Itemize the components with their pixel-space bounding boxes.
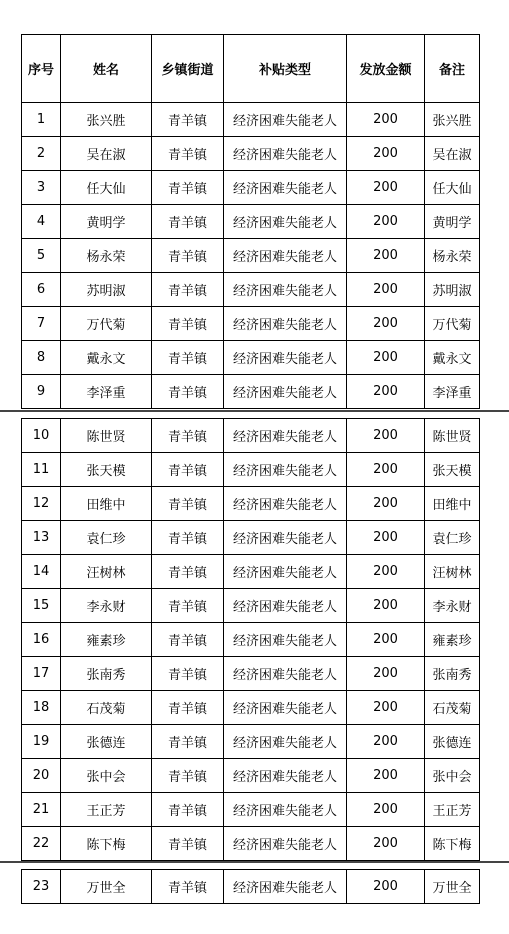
cell-amount: 200 [347,691,425,725]
cell-town: 青羊镇 [152,589,224,623]
cell-name: 任大仙 [61,171,152,205]
cell-amount: 200 [347,759,425,793]
cell-remark: 雍素珍 [425,623,480,657]
cell-amount: 200 [347,827,425,861]
header-name: 姓名 [61,35,152,103]
table-row [22,453,480,487]
table-row [22,103,480,137]
header-town: 乡镇街道 [152,35,224,103]
cell-town: 青羊镇 [152,419,224,453]
cell-remark: 陈下梅 [425,827,480,861]
table-row [22,589,480,623]
cell-name: 李永财 [61,589,152,623]
cell-name: 黄明学 [61,205,152,239]
cell-subsidy-type: 经济困难失能老人 [224,137,347,171]
cell-town: 青羊镇 [152,725,224,759]
cell-seq: 5 [22,239,61,273]
table-row [22,521,480,555]
cell-name: 张德连 [61,725,152,759]
cell-remark: 田维中 [425,487,480,521]
cell-amount: 200 [347,487,425,521]
table-row [22,375,480,409]
table-row [22,793,480,827]
cell-seq: 11 [22,453,61,487]
cell-remark: 万代菊 [425,307,480,341]
cell-amount: 200 [347,725,425,759]
cell-remark: 汪树林 [425,555,480,589]
cell-subsidy-type: 经济困难失能老人 [224,691,347,725]
cell-town: 青羊镇 [152,205,224,239]
cell-town: 青羊镇 [152,623,224,657]
cell-subsidy-type: 经济困难失能老人 [224,589,347,623]
table-row [22,623,480,657]
cell-name: 陈下梅 [61,827,152,861]
cell-seq: 19 [22,725,61,759]
cell-subsidy-type: 经济困难失能老人 [224,103,347,137]
table-row [22,273,480,307]
subsidy-table-part-2 [21,418,480,861]
cell-remark: 陈世贤 [425,419,480,453]
cell-subsidy-type: 经济困难失能老人 [224,657,347,691]
cell-amount: 200 [347,521,425,555]
cell-amount: 200 [347,103,425,137]
cell-subsidy-type: 经济困难失能老人 [224,205,347,239]
cell-town: 青羊镇 [152,171,224,205]
cell-remark: 苏明淑 [425,273,480,307]
cell-remark: 万世全 [425,870,480,904]
table-row [22,307,480,341]
cell-remark: 任大仙 [425,171,480,205]
cell-remark: 杨永荣 [425,239,480,273]
cell-subsidy-type: 经济困难失能老人 [224,623,347,657]
cell-remark: 李永财 [425,589,480,623]
cell-seq: 2 [22,137,61,171]
cell-town: 青羊镇 [152,827,224,861]
subsidy-table-part-1 [21,34,480,409]
cell-amount: 200 [347,137,425,171]
table-body-part-3 [22,870,480,904]
cell-town: 青羊镇 [152,521,224,555]
cell-amount: 200 [347,239,425,273]
cell-name: 袁仁珍 [61,521,152,555]
cell-amount: 200 [347,307,425,341]
cell-subsidy-type: 经济困难失能老人 [224,375,347,409]
header-seq: 序号 [22,35,61,103]
cell-name: 吴在淑 [61,137,152,171]
cell-remark: 王正芳 [425,793,480,827]
table-row [22,691,480,725]
cell-town: 青羊镇 [152,307,224,341]
cell-subsidy-type: 经济困难失能老人 [224,521,347,555]
page-break-line [0,861,509,863]
table-row [22,657,480,691]
cell-name: 张天模 [61,453,152,487]
cell-name: 王正芳 [61,793,152,827]
cell-name: 杨永荣 [61,239,152,273]
table-row [22,725,480,759]
cell-subsidy-type: 经济困难失能老人 [224,725,347,759]
cell-town: 青羊镇 [152,793,224,827]
table-body-part-2 [22,419,480,861]
table-row [22,171,480,205]
table-row [22,555,480,589]
cell-name: 雍素珍 [61,623,152,657]
cell-subsidy-type: 经济困难失能老人 [224,419,347,453]
cell-remark: 张兴胜 [425,103,480,137]
cell-name: 张兴胜 [61,103,152,137]
cell-seq: 21 [22,793,61,827]
cell-amount: 200 [347,171,425,205]
cell-subsidy-type: 经济困难失能老人 [224,307,347,341]
cell-seq: 16 [22,623,61,657]
cell-remark: 张天模 [425,453,480,487]
cell-remark: 张德连 [425,725,480,759]
cell-town: 青羊镇 [152,103,224,137]
cell-name: 万世全 [61,870,152,904]
cell-amount: 200 [347,657,425,691]
cell-name: 田维中 [61,487,152,521]
cell-seq: 15 [22,589,61,623]
cell-seq: 14 [22,555,61,589]
cell-amount: 200 [347,375,425,409]
cell-name: 汪树林 [61,555,152,589]
table-header-row [22,35,480,103]
cell-name: 万代菊 [61,307,152,341]
cell-subsidy-type: 经济困难失能老人 [224,453,347,487]
cell-name: 苏明淑 [61,273,152,307]
cell-remark: 戴永文 [425,341,480,375]
cell-amount: 200 [347,273,425,307]
cell-seq: 18 [22,691,61,725]
cell-name: 石茂菊 [61,691,152,725]
cell-subsidy-type: 经济困难失能老人 [224,793,347,827]
cell-town: 青羊镇 [152,691,224,725]
table-row [22,239,480,273]
cell-remark: 李泽重 [425,375,480,409]
cell-seq: 12 [22,487,61,521]
cell-remark: 张中会 [425,759,480,793]
cell-seq: 3 [22,171,61,205]
table-row [22,341,480,375]
cell-seq: 23 [22,870,61,904]
cell-subsidy-type: 经济困难失能老人 [224,827,347,861]
cell-subsidy-type: 经济困难失能老人 [224,341,347,375]
cell-subsidy-type: 经济困难失能老人 [224,239,347,273]
cell-name: 张中会 [61,759,152,793]
cell-seq: 1 [22,103,61,137]
cell-amount: 200 [347,555,425,589]
cell-amount: 200 [347,589,425,623]
cell-subsidy-type: 经济困难失能老人 [224,273,347,307]
cell-amount: 200 [347,205,425,239]
cell-subsidy-type: 经济困难失能老人 [224,870,347,904]
cell-remark: 袁仁珍 [425,521,480,555]
cell-amount: 200 [347,453,425,487]
cell-town: 青羊镇 [152,759,224,793]
cell-subsidy-type: 经济困难失能老人 [224,759,347,793]
cell-seq: 13 [22,521,61,555]
cell-amount: 200 [347,623,425,657]
cell-remark: 张南秀 [425,657,480,691]
cell-town: 青羊镇 [152,870,224,904]
cell-town: 青羊镇 [152,137,224,171]
page-break-line [0,410,509,412]
cell-subsidy-type: 经济困难失能老人 [224,487,347,521]
header-remark: 备注 [425,35,480,103]
table-row [22,487,480,521]
cell-amount: 200 [347,341,425,375]
table-row [22,137,480,171]
cell-town: 青羊镇 [152,239,224,273]
cell-seq: 20 [22,759,61,793]
cell-town: 青羊镇 [152,341,224,375]
cell-remark: 黄明学 [425,205,480,239]
cell-town: 青羊镇 [152,453,224,487]
cell-seq: 6 [22,273,61,307]
cell-seq: 4 [22,205,61,239]
cell-seq: 22 [22,827,61,861]
table-row [22,205,480,239]
cell-remark: 吴在淑 [425,137,480,171]
cell-seq: 8 [22,341,61,375]
table-row [22,870,480,904]
cell-subsidy-type: 经济困难失能老人 [224,171,347,205]
cell-seq: 7 [22,307,61,341]
table-row [22,759,480,793]
cell-seq: 10 [22,419,61,453]
subsidy-table-part-3 [21,869,480,904]
cell-subsidy-type: 经济困难失能老人 [224,555,347,589]
cell-seq: 9 [22,375,61,409]
table-row [22,827,480,861]
cell-amount: 200 [347,793,425,827]
cell-remark: 石茂菊 [425,691,480,725]
table-row [22,419,480,453]
cell-town: 青羊镇 [152,555,224,589]
cell-town: 青羊镇 [152,487,224,521]
cell-town: 青羊镇 [152,273,224,307]
cell-name: 陈世贤 [61,419,152,453]
header-amount: 发放金额 [347,35,425,103]
header-subsidy-type: 补贴类型 [224,35,347,103]
cell-name: 张南秀 [61,657,152,691]
cell-amount: 200 [347,419,425,453]
cell-seq: 17 [22,657,61,691]
cell-name: 戴永文 [61,341,152,375]
cell-town: 青羊镇 [152,657,224,691]
cell-town: 青羊镇 [152,375,224,409]
table-body-part-1 [22,103,480,409]
cell-name: 李泽重 [61,375,152,409]
cell-amount: 200 [347,870,425,904]
